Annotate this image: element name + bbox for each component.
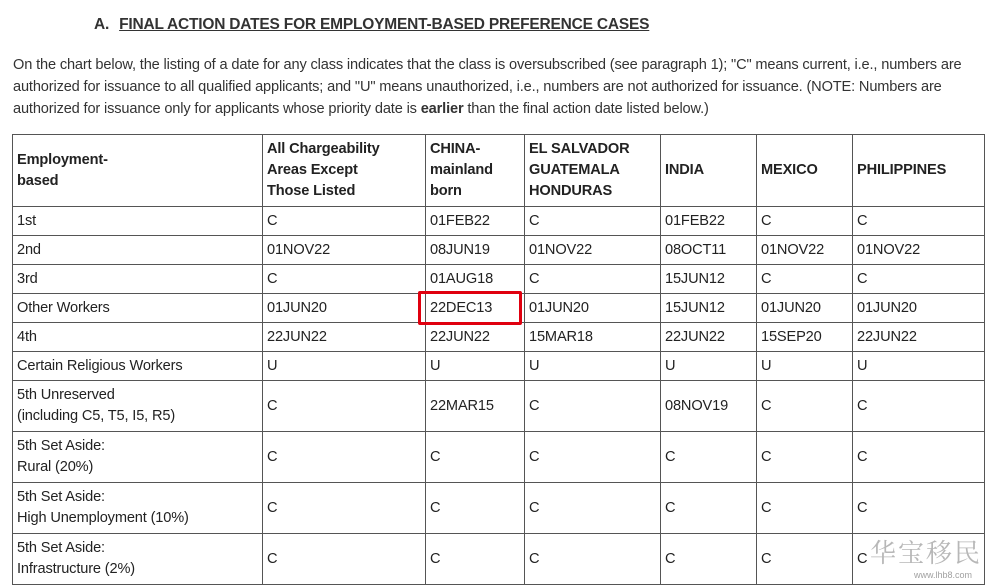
table-cell: C [263, 207, 426, 236]
table-cell: 01JUN20 [525, 294, 661, 323]
table-cell: C [263, 265, 426, 294]
table-cell: 01NOV22 [525, 236, 661, 265]
table-cell: C [853, 483, 985, 534]
table-cell: U [661, 352, 757, 381]
section-letter: A. [94, 16, 110, 33]
row-label: Other Workers [13, 294, 263, 323]
intro-bold-word: earlier [420, 101, 464, 117]
table-cell: C [263, 432, 426, 483]
table-cell: C [426, 432, 525, 483]
table-cell: C [263, 381, 426, 432]
table-cell-highlighted: 22DEC13 [426, 294, 525, 323]
table-row [13, 432, 985, 483]
table-cell: 01NOV22 [757, 236, 853, 265]
table-cell: C [263, 534, 426, 585]
table-cell: C [525, 265, 661, 294]
table-cell: 08OCT11 [661, 236, 757, 265]
table-cell: 01NOV22 [263, 236, 426, 265]
table-cell: C [426, 483, 525, 534]
row-label: 5th Set Aside: Rural (20%) [13, 432, 263, 483]
row-label: 5th Set Aside: High Unemployment (10%) [13, 483, 263, 534]
table-cell: C [757, 534, 853, 585]
table-cell: C [757, 207, 853, 236]
table-cell: 15SEP20 [757, 323, 853, 352]
table-cell: C [757, 483, 853, 534]
table-cell: C [525, 207, 661, 236]
section-title: FINAL ACTION DATES FOR EMPLOYMENT-BASED PREFERENCE CASES [119, 16, 650, 33]
table-cell: 01FEB22 [661, 207, 757, 236]
table-cell: 08NOV19 [661, 381, 757, 432]
table-row [13, 352, 985, 381]
intro-text-2: than the final action date listed below.) [463, 101, 709, 117]
table-row [13, 236, 985, 265]
table-cell: C [853, 265, 985, 294]
table-cell: C [525, 432, 661, 483]
highlight-box [418, 291, 522, 325]
table-cell: C [757, 432, 853, 483]
intro-paragraph [13, 54, 983, 120]
header-china: CHINA- mainland born [426, 135, 525, 207]
table-cell: C [525, 483, 661, 534]
table-cell: C [525, 381, 661, 432]
row-label: 3rd [13, 265, 263, 294]
table-cell: U [757, 352, 853, 381]
table-cell: 15JUN12 [661, 294, 757, 323]
table-cell: U [426, 352, 525, 381]
row-label: Certain Religious Workers [13, 352, 263, 381]
table-cell: C [757, 265, 853, 294]
table-cell: C [853, 381, 985, 432]
table-cell: C [853, 432, 985, 483]
row-label: 5th Set Aside: Infrastructure (2%) [13, 534, 263, 585]
table-cell: U [263, 352, 426, 381]
header-all-chargeability: All Chargeability Areas Except Those Listed [263, 135, 426, 207]
table-header-row [13, 135, 985, 207]
table-cell: 22JUN22 [426, 323, 525, 352]
table-row [13, 323, 985, 352]
table-cell: 01AUG18 [426, 265, 525, 294]
table-cell: 01JUN20 [263, 294, 426, 323]
table-cell: 01NOV22 [853, 236, 985, 265]
table-cell: C [426, 534, 525, 585]
table-row [13, 483, 985, 534]
table-cell: 22JUN22 [661, 323, 757, 352]
table-cell: U [525, 352, 661, 381]
table-cell: 01JUN20 [853, 294, 985, 323]
section-heading [94, 16, 649, 34]
table-cell: C [661, 483, 757, 534]
intro-text-1: On the chart below, the listing of a date for any class indicates that the class is oversubscribed (see paragraph 1); "C" means current, i.e., numbers are authorized for issuance to all qualified applicants; and "U" means unauthorized, i.e., numbers are not authorized for issuance. (NOTE: Numbers are authorized for issuance only for applicants whose priority date is [13, 57, 962, 117]
row-label: 2nd [13, 236, 263, 265]
final-action-dates-table [12, 134, 985, 585]
watermark-url: www.lhb8.com [913, 570, 972, 580]
watermark-logo: 华宝移民 [869, 539, 982, 569]
table-cell: U [853, 352, 985, 381]
table-cell: C [757, 381, 853, 432]
table-row [13, 265, 985, 294]
table-cell: 01JUN20 [757, 294, 853, 323]
table-cell: 08JUN19 [426, 236, 525, 265]
row-label: 5th Unreserved (including C5, T5, I5, R5) [13, 381, 263, 432]
row-label: 4th [13, 323, 263, 352]
table-row [13, 207, 985, 236]
table-cell: 01FEB22 [426, 207, 525, 236]
table-cell: 22MAR15 [426, 381, 525, 432]
table-cell: C [853, 534, 985, 585]
header-employment-based: Employment- based [13, 135, 263, 207]
header-el-salvador-guatemala-honduras: EL SALVADOR GUATEMALA HONDURAS [525, 135, 661, 207]
table-cell: 22JUN22 [263, 323, 426, 352]
table-cell: 15MAR18 [525, 323, 661, 352]
table-cell: C [661, 432, 757, 483]
table-cell: C [263, 483, 426, 534]
header-mexico: MEXICO [757, 135, 853, 207]
header-philippines: PHILIPPINES [853, 135, 985, 207]
table-cell: 22JUN22 [853, 323, 985, 352]
table-cell: C [853, 207, 985, 236]
row-label: 1st [13, 207, 263, 236]
table-row [13, 534, 985, 585]
table-cell: 15JUN12 [661, 265, 757, 294]
table-row [13, 381, 985, 432]
header-india: INDIA [661, 135, 757, 207]
table-cell: C [661, 534, 757, 585]
table-cell: C [525, 534, 661, 585]
